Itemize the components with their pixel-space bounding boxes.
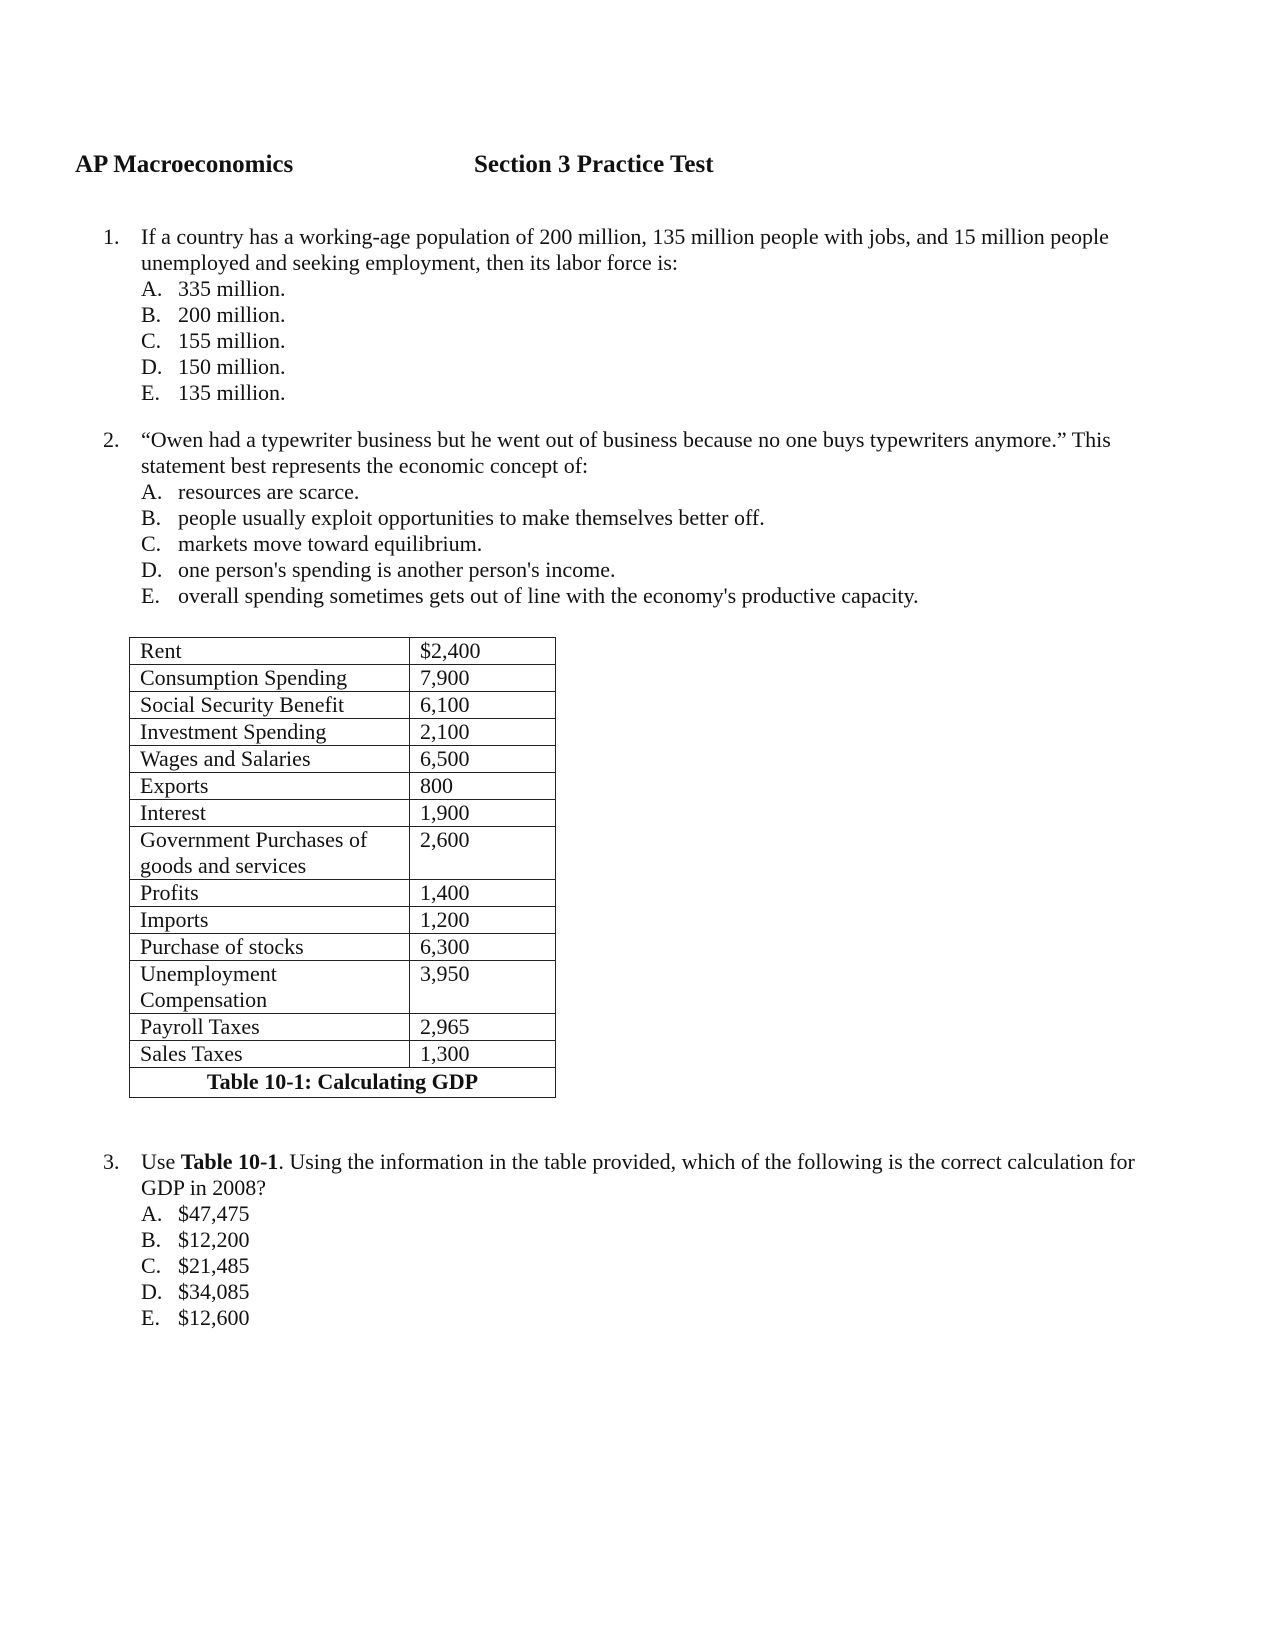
- option-letter: E.: [141, 1305, 160, 1330]
- answer-options: [103, 479, 1178, 609]
- table-cell-value: 6,500: [410, 746, 556, 773]
- option-text: 335 million.: [178, 276, 286, 301]
- table-cell-label: Unemployment Compensation: [130, 961, 410, 1014]
- option-letter: D.: [141, 1279, 163, 1304]
- option-text: one person's spending is another person's income.: [178, 557, 616, 582]
- answer-option-c: [141, 1253, 1178, 1279]
- answer-option-e: [141, 380, 1178, 406]
- table-cell-label: Sales Taxes: [130, 1041, 410, 1068]
- answer-option-a: [141, 479, 1178, 505]
- answer-option-d: [141, 354, 1178, 380]
- table-row: [130, 773, 556, 800]
- table-cell-label: Wages and Salaries: [130, 746, 410, 773]
- answer-option-b: [141, 1227, 1178, 1253]
- option-text: 135 million.: [178, 380, 286, 405]
- table-caption: Table 10-1: Calculating GDP: [130, 1068, 556, 1098]
- table-row: [130, 961, 556, 1014]
- table-cell-label: Profits: [130, 880, 410, 907]
- answer-option-d: [141, 557, 1178, 583]
- answer-options: [103, 276, 1178, 406]
- table-cell-value: 800: [410, 773, 556, 800]
- option-letter: E.: [141, 583, 160, 608]
- table-row: [130, 1014, 556, 1041]
- option-letter: E.: [141, 380, 160, 405]
- option-text: 150 million.: [178, 354, 286, 379]
- table-cell-value: 2,600: [410, 827, 556, 880]
- question-stem: [141, 1149, 1178, 1201]
- answer-option-a: [141, 276, 1178, 302]
- question-stem: If a country has a working-age population of 200 million, 135 million people with jobs, and 15 million people unemployed and seeking employment, then its labor force is:: [141, 224, 1109, 275]
- table-row: [130, 638, 556, 665]
- table-cell-label: Imports: [130, 907, 410, 934]
- stem-suffix: . Using the information in the table provided, which of the following is the correct calculation for GDP in 2008?: [141, 1149, 1135, 1200]
- option-letter: B.: [141, 1227, 162, 1252]
- option-text: 155 million.: [178, 328, 286, 353]
- answer-option-e: [141, 583, 1178, 609]
- table-caption-row: [130, 1068, 556, 1098]
- table-cell-value: 2,100: [410, 719, 556, 746]
- answer-option-b: [141, 505, 1178, 531]
- gdp-table-container: [129, 637, 556, 1098]
- question-2: [103, 427, 1178, 609]
- option-letter: C.: [141, 531, 162, 556]
- table-cell-value: 6,300: [410, 934, 556, 961]
- table-cell-label: Investment Spending: [130, 719, 410, 746]
- section-title: Section 3 Practice Test: [474, 151, 714, 178]
- table-cell-value: 7,900: [410, 665, 556, 692]
- option-letter: B.: [141, 505, 162, 530]
- table-row: [130, 800, 556, 827]
- question-number: 2.: [103, 427, 120, 452]
- table-cell-value: 1,400: [410, 880, 556, 907]
- table-cell-value: 3,950: [410, 961, 556, 1014]
- option-letter: D.: [141, 557, 163, 582]
- option-text: $12,600: [178, 1305, 250, 1330]
- table-cell-label: Purchase of stocks: [130, 934, 410, 961]
- table-cell-value: 2,965: [410, 1014, 556, 1041]
- table-row: [130, 880, 556, 907]
- option-text: $47,475: [178, 1201, 250, 1226]
- option-text: $12,200: [178, 1227, 250, 1252]
- table-cell-value: 1,300: [410, 1041, 556, 1068]
- option-text: $34,085: [178, 1279, 250, 1304]
- answer-option-a: [141, 1201, 1178, 1227]
- option-letter: B.: [141, 302, 162, 327]
- question-number: 3.: [103, 1149, 120, 1174]
- table-cell-label: Social Security Benefit: [130, 692, 410, 719]
- table-cell-label: Payroll Taxes: [130, 1014, 410, 1041]
- option-letter: A.: [141, 1201, 163, 1226]
- table-cell-label: Interest: [130, 800, 410, 827]
- table-row: [130, 746, 556, 773]
- option-text: people usually exploit opportunities to make themselves better off.: [178, 505, 765, 530]
- answer-option-b: [141, 302, 1178, 328]
- table-row: [130, 934, 556, 961]
- table-cell-label: Exports: [130, 773, 410, 800]
- option-letter: D.: [141, 354, 163, 379]
- table-cell-label: Government Purchases of goods and services: [130, 827, 410, 880]
- table-row: [130, 692, 556, 719]
- option-letter: A.: [141, 479, 163, 504]
- table-cell-value: 1,900: [410, 800, 556, 827]
- table-cell-value: 6,100: [410, 692, 556, 719]
- table-cell-label: Rent: [130, 638, 410, 665]
- question-1: [103, 224, 1178, 406]
- question-stem: “Owen had a typewriter business but he went out of business because no one buys typewriters anymore.” This statement best represents the economic concept of:: [141, 427, 1111, 478]
- table-row: [130, 719, 556, 746]
- answer-option-c: [141, 531, 1178, 557]
- table-row: [130, 1041, 556, 1068]
- option-text: overall spending sometimes gets out of line with the economy's productive capacity.: [178, 583, 919, 608]
- course-title: AP Macroeconomics: [75, 151, 294, 178]
- option-text: 200 million.: [178, 302, 286, 327]
- answer-option-c: [141, 328, 1178, 354]
- answer-options: [103, 1201, 1178, 1331]
- option-text: resources are scarce.: [178, 479, 360, 504]
- answer-option-e: [141, 1305, 1178, 1331]
- option-letter: C.: [141, 1253, 162, 1278]
- question-3: [103, 1149, 1178, 1331]
- gdp-table: [129, 637, 556, 1098]
- question-number: 1.: [103, 224, 120, 249]
- stem-prefix: Use: [141, 1149, 181, 1174]
- table-row: [130, 827, 556, 880]
- table-cell-value: 1,200: [410, 907, 556, 934]
- option-letter: A.: [141, 276, 163, 301]
- table-row: [130, 665, 556, 692]
- table-cell-label: Consumption Spending: [130, 665, 410, 692]
- table-row: [130, 907, 556, 934]
- option-letter: C.: [141, 328, 162, 353]
- table-reference: Table 10-1: [180, 1149, 279, 1174]
- table-cell-value: $2,400: [410, 638, 556, 665]
- answer-option-d: [141, 1279, 1178, 1305]
- option-text: markets move toward equilibrium.: [178, 531, 483, 556]
- option-text: $21,485: [178, 1253, 250, 1278]
